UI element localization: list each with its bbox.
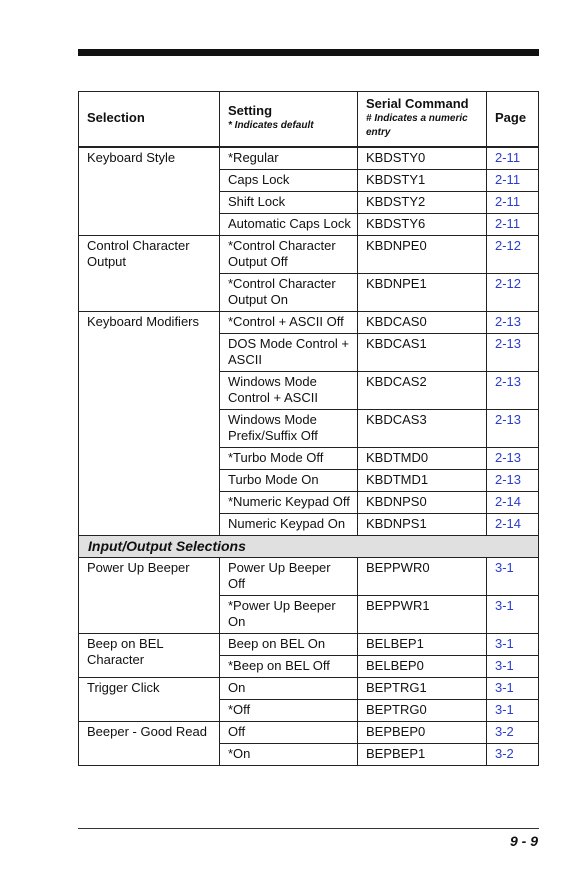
setting-cell: Turbo Mode On <box>220 469 358 491</box>
table-row <box>79 557 539 595</box>
page-link[interactable]: 2-13 <box>495 411 522 427</box>
setting-cell: *Turbo Mode Off <box>220 447 358 469</box>
page-cell <box>487 191 539 213</box>
page-cell <box>487 513 539 535</box>
serial-command-cell: KBDSTY0 <box>358 147 487 170</box>
page-cell <box>487 557 539 595</box>
setting-cell: Windows Mode Control + ASCII <box>220 371 358 409</box>
page-link[interactable]: 3-2 <box>495 723 514 739</box>
page-cell <box>487 447 539 469</box>
serial-command-cell: KBDNPS1 <box>358 513 487 535</box>
header-serial-note: # Indicates a numeric entry <box>366 113 468 139</box>
header-selection: Selection <box>79 92 220 147</box>
serial-command-cell: KBDNPS0 <box>358 491 487 513</box>
page-link[interactable]: 2-12 <box>495 237 522 253</box>
serial-command-cell: KBDTMD0 <box>358 447 487 469</box>
page-cell <box>487 595 539 633</box>
setting-cell: *On <box>220 743 358 765</box>
page-link[interactable]: 2-11 <box>495 149 521 165</box>
page-cell <box>487 147 539 170</box>
setting-cell: Shift Lock <box>220 191 358 213</box>
section-heading: Input/Output Selections <box>79 535 539 557</box>
page-link[interactable]: 2-13 <box>495 335 522 351</box>
setting-cell: DOS Mode Control + ASCII <box>220 333 358 371</box>
page-link[interactable]: 3-1 <box>495 559 514 575</box>
serial-command-cell: KBDSTY1 <box>358 169 487 191</box>
page-link[interactable]: 2-14 <box>495 515 522 531</box>
top-rule <box>78 49 539 56</box>
page-cell <box>487 273 539 311</box>
selection-cell: Keyboard Modifiers <box>79 311 220 535</box>
page-number: 9 - 9 <box>509 833 538 849</box>
page-link[interactable]: 3-1 <box>495 635 514 651</box>
page-cell <box>487 633 539 655</box>
page-link[interactable]: 3-1 <box>495 679 514 695</box>
page-cell <box>487 677 539 699</box>
table-header <box>79 92 539 147</box>
page-link[interactable]: 2-13 <box>495 449 522 465</box>
page-link[interactable]: 2-13 <box>495 373 522 389</box>
serial-command-cell: KBDNPE1 <box>358 273 487 311</box>
setting-cell: Caps Lock <box>220 169 358 191</box>
page-link[interactable]: 3-2 <box>495 745 514 761</box>
serial-command-cell: BEPPWR1 <box>358 595 487 633</box>
setting-cell: Off <box>220 721 358 743</box>
section-row <box>79 535 539 557</box>
serial-command-cell: BEPBEP0 <box>358 721 487 743</box>
page-link[interactable]: 3-1 <box>495 657 514 673</box>
page-cell <box>487 721 539 743</box>
table-row <box>79 235 539 273</box>
serial-command-cell: BELBEP1 <box>358 633 487 655</box>
setting-cell: Power Up Beeper Off <box>220 557 358 595</box>
page-link[interactable]: 2-14 <box>495 493 522 509</box>
serial-command-cell: BEPTRG0 <box>358 699 487 721</box>
table-row <box>79 311 539 333</box>
setting-cell: *Regular <box>220 147 358 170</box>
page-cell <box>487 699 539 721</box>
serial-command-cell: KBDTMD1 <box>358 469 487 491</box>
page-link[interactable]: 2-13 <box>495 471 522 487</box>
page-cell <box>487 311 539 333</box>
setting-cell: Windows Mode Prefix/Suffix Off <box>220 409 358 447</box>
serial-command-cell: BEPPWR0 <box>358 557 487 595</box>
page-link[interactable]: 2-11 <box>495 171 521 187</box>
selection-cell: Beeper - Good Read <box>79 721 220 765</box>
page-link[interactable]: 2-12 <box>495 275 522 291</box>
table-row <box>79 633 539 655</box>
serial-command-cell: KBDSTY6 <box>358 213 487 235</box>
header-page: Page <box>487 92 539 147</box>
selection-cell: Trigger Click <box>79 677 220 721</box>
page-link[interactable]: 2-11 <box>495 193 521 209</box>
selection-cell: Keyboard Style <box>79 147 220 236</box>
page-link[interactable]: 2-11 <box>495 215 521 231</box>
setting-cell: On <box>220 677 358 699</box>
setting-cell: Numeric Keypad On <box>220 513 358 535</box>
serial-command-cell: KBDNPE0 <box>358 235 487 273</box>
table-row <box>79 147 539 170</box>
serial-command-cell: BEPTRG1 <box>358 677 487 699</box>
setting-cell: *Control Character Output On <box>220 273 358 311</box>
page-cell <box>487 333 539 371</box>
command-table-container <box>78 91 538 766</box>
page-cell <box>487 655 539 677</box>
setting-cell: *Numeric Keypad Off <box>220 491 358 513</box>
page-cell <box>487 469 539 491</box>
serial-command-cell: BELBEP0 <box>358 655 487 677</box>
header-setting-note: * Indicates default <box>228 120 314 132</box>
page-link[interactable]: 2-13 <box>495 313 522 329</box>
selection-cell: Beep on BEL Character <box>79 633 220 677</box>
table-row <box>79 677 539 699</box>
serial-command-cell: KBDCAS3 <box>358 409 487 447</box>
serial-command-cell: KBDCAS0 <box>358 311 487 333</box>
setting-cell: *Power Up Beeper On <box>220 595 358 633</box>
page-cell <box>487 409 539 447</box>
page-cell <box>487 371 539 409</box>
command-table <box>78 91 539 766</box>
setting-cell: *Control Character Output Off <box>220 235 358 273</box>
page-link[interactable]: 3-1 <box>495 597 514 613</box>
page-link[interactable]: 3-1 <box>495 701 514 717</box>
header-setting <box>220 92 358 147</box>
page-cell <box>487 235 539 273</box>
table-body <box>79 147 539 766</box>
page-cell <box>487 213 539 235</box>
serial-command-cell: KBDSTY2 <box>358 191 487 213</box>
setting-cell: *Off <box>220 699 358 721</box>
bottom-rule <box>78 828 539 829</box>
selection-cell: Control Character Output <box>79 235 220 311</box>
serial-command-cell: BEPBEP1 <box>358 743 487 765</box>
header-setting-label: Setting <box>228 103 273 119</box>
setting-cell: *Control + ASCII Off <box>220 311 358 333</box>
table-row <box>79 721 539 743</box>
page-cell <box>487 743 539 765</box>
page-cell <box>487 491 539 513</box>
header-serial-command <box>358 92 487 147</box>
setting-cell: *Beep on BEL Off <box>220 655 358 677</box>
header-serial-label: Serial Command <box>366 96 469 112</box>
page-cell <box>487 169 539 191</box>
setting-cell: Beep on BEL On <box>220 633 358 655</box>
serial-command-cell: KBDCAS2 <box>358 371 487 409</box>
selection-cell: Power Up Beeper <box>79 557 220 633</box>
setting-cell: Automatic Caps Lock <box>220 213 358 235</box>
serial-command-cell: KBDCAS1 <box>358 333 487 371</box>
